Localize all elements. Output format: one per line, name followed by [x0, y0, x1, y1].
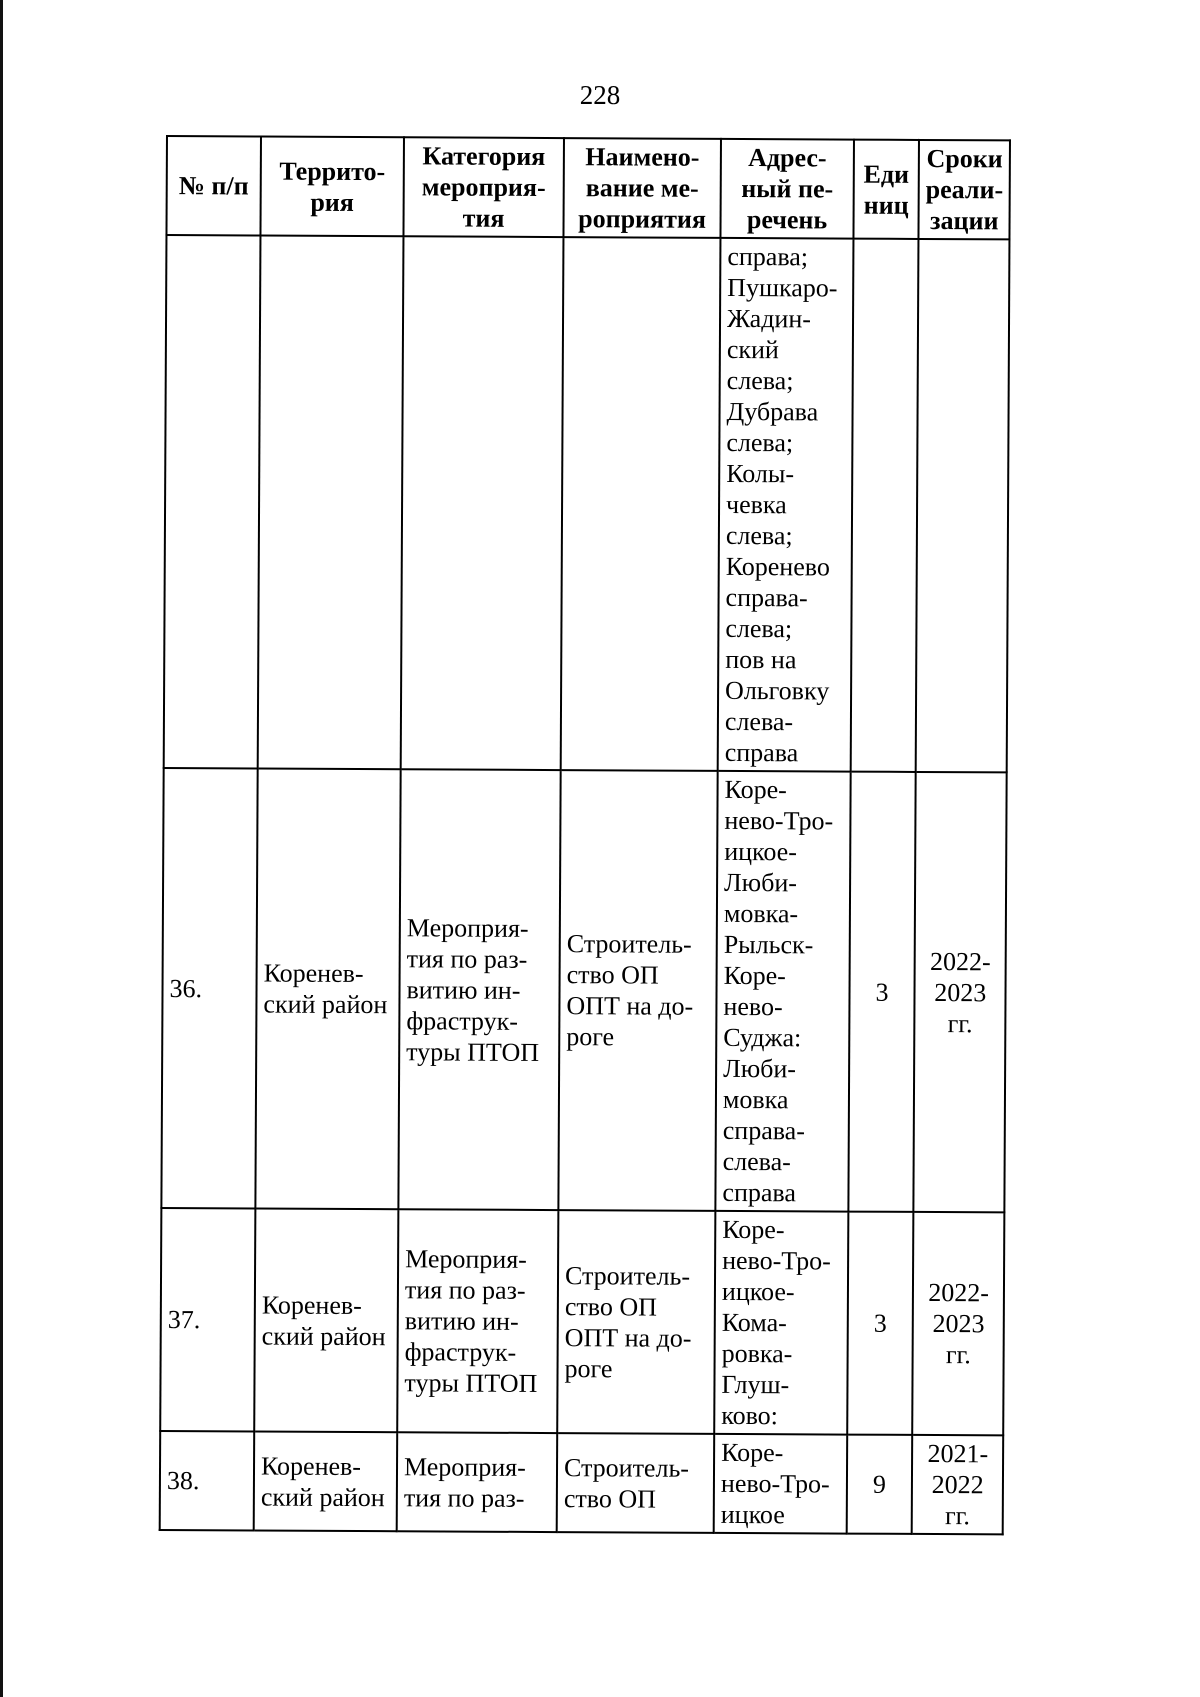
- cell-units: 3: [847, 1212, 913, 1435]
- measures-table: [159, 135, 1012, 1535]
- header-name: Наимено- вание ме- роприятия: [563, 138, 721, 238]
- header-category: Категория мероприя- тия: [403, 137, 564, 237]
- cell-units: [851, 239, 919, 772]
- header-num: № п/п: [166, 136, 261, 235]
- table-row: [160, 1431, 1004, 1534]
- cell-territory: Коренев- ский район: [254, 1431, 398, 1531]
- table-row: [160, 1208, 1005, 1435]
- table-header: [166, 136, 1010, 239]
- cell-num: 38.: [160, 1431, 255, 1530]
- cell-category: Мероприя- тия по раз-: [397, 1432, 558, 1532]
- cell-num: 37.: [160, 1208, 255, 1431]
- cell-name: Строитель- ство ОП ОПТ на до- роге: [557, 1210, 715, 1434]
- page-number: 228: [579, 80, 621, 110]
- cell-address: Коре- нево-Тро- ицкое- Люби- мовка- Рыльск- Коре- нево- Суджа: Люби- мовка справа- слева- справа: [715, 771, 850, 1212]
- header-period: Сроки реали- зации: [918, 140, 1010, 239]
- cell-period: [916, 239, 1010, 772]
- cell-units: 3: [848, 772, 915, 1212]
- cell-territory: Коренев- ский район: [255, 768, 400, 1209]
- cell-num: 36.: [161, 768, 257, 1208]
- cell-address: Коре- нево-Тро- ицкое- Кома- ровка- Глуш- ково:: [714, 1211, 848, 1435]
- cell-period: 2021- 2022 гг.: [912, 1435, 1004, 1534]
- header-units: Еди ниц: [853, 140, 919, 239]
- cell-name: Строитель- ство ОП: [557, 1433, 715, 1533]
- header-address: Адрес- ный пе- речень: [720, 139, 854, 239]
- cell-category: [401, 236, 564, 770]
- table-row: [161, 768, 1007, 1212]
- table-row: [164, 235, 1010, 772]
- cell-period: 2022- 2023 гг.: [913, 772, 1007, 1212]
- cell-units: 9: [847, 1435, 913, 1534]
- cell-num: [164, 235, 261, 768]
- cell-category: Мероприя- тия по раз- витию ин- фраструк- туры ПТОП: [397, 1209, 558, 1433]
- cell-address: Коре- нево-Тро- ицкое: [714, 1434, 848, 1534]
- cell-name: Строитель- ство ОП ОПТ на до- роге: [558, 770, 717, 1211]
- cell-territory: Коренев- ский район: [254, 1208, 398, 1432]
- cell-category: Мероприя- тия по раз- витию ин- фраструк- туры ПТОП: [398, 769, 560, 1210]
- cell-territory: [258, 235, 404, 769]
- cell-address: справа; Пушкаро- Жадин- ский слева; Дубрава слева; Колы- чевка слева; Коренево справа- слева; пов на Ольговку слева- справа: [718, 238, 854, 772]
- header-territory: Террито- рия: [260, 136, 404, 236]
- scan-edge: [0, 0, 3, 1697]
- cell-period: 2022- 2023 гг.: [912, 1212, 1005, 1435]
- cell-name: [561, 237, 721, 771]
